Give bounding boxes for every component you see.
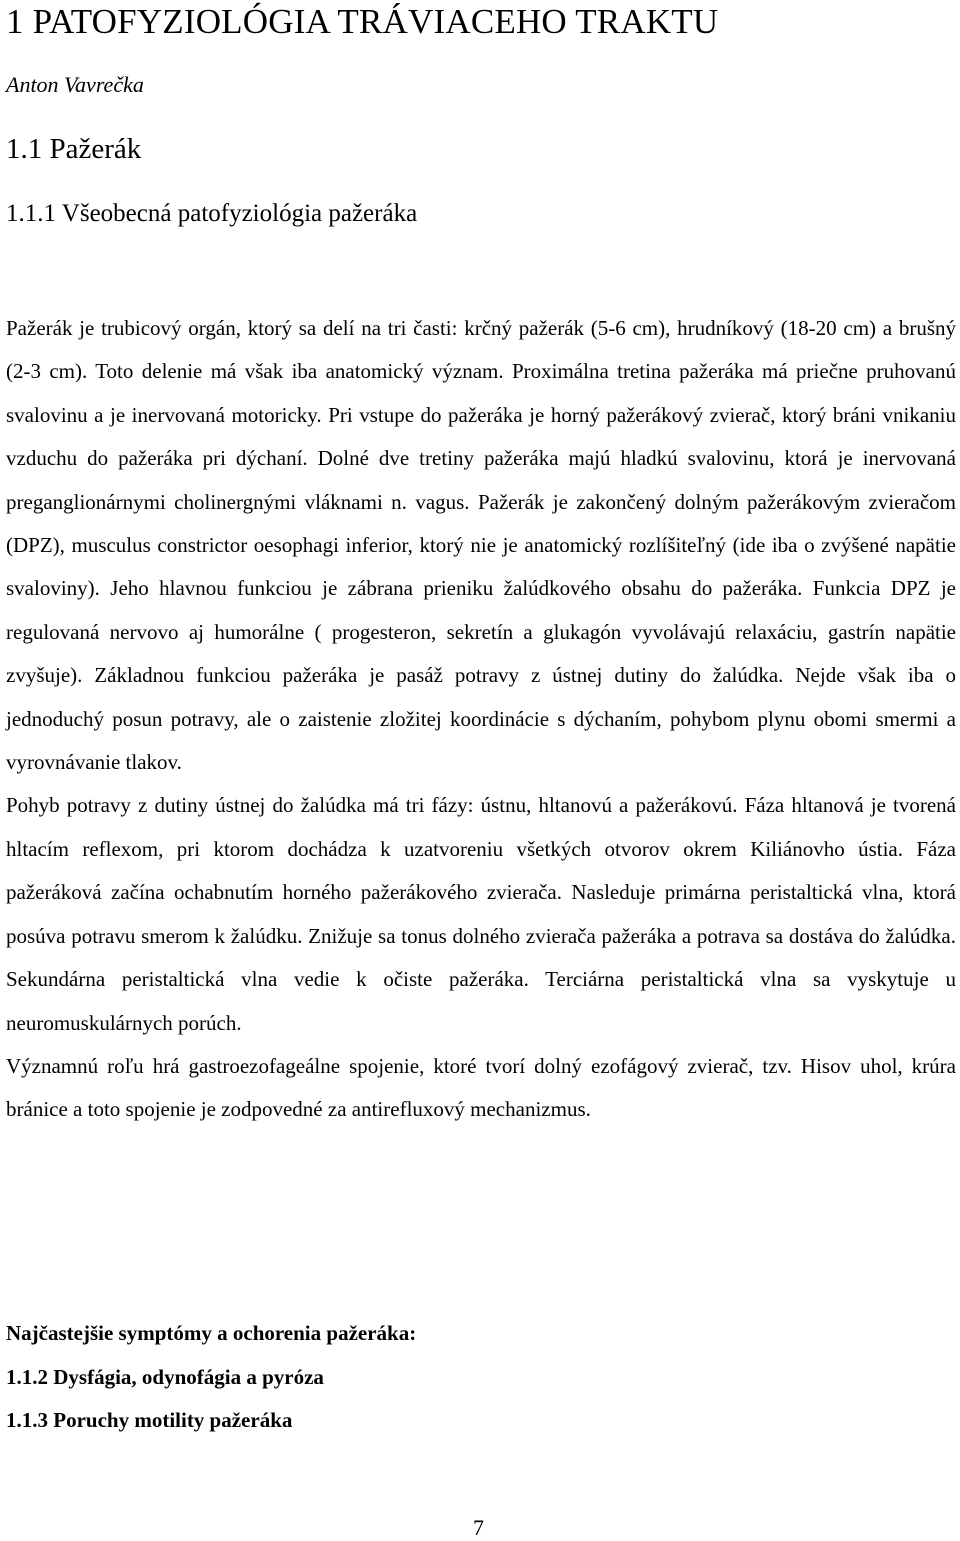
chapter-title: 1 PATOFYZIOLÓGIA TRÁVIACEHO TRAKTU [6, 2, 719, 41]
page-number: 7 [473, 1515, 484, 1540]
subsection-title: 1.1.1 Všeobecná patofyziológia pažeráka [6, 200, 418, 227]
author-name: Anton Vavrečka [6, 72, 144, 97]
paragraph: Pohyb potravy z dutiny ústnej do žalúdka má tri fázy: ústnu, hltanovú a pažerákovú. Fáza hltanová je tvorená hltacím reflexom, pri ktorom dochádza k uzatvoreniu všetkých otvorov okrem Kiliánovho ústia. Fáza pažeráková začína ochabnutím horného pažerákového zvierača. Nasleduje primárna peristaltická vlna, ktorá posúva potravu smerom k žalúdku. Znižuje sa tonus dolného zvierača pažeráka a potrava sa dostáva do žalúdka. Sekundárna peristaltická vlna vedie k očiste pažeráka. Terciárna peristaltická vlna sa vyskytuje u neuromuskulárnych porúch. [6, 793, 956, 1035]
subsection-heading-dysphagia: 1.1.2 Dysfágia, odynofágia a pyróza [6, 1364, 324, 1389]
paragraph: Významnú roľu hrá gastroezofageálne spojenie, ktoré tvorí dolný ezofágový zvierač, tzv. Hisov uhol, krúra bránice a toto spojenie je zodpovedné za antirefluxový mechanizmus. [6, 1053, 956, 1122]
symptoms-heading: Najčastejšie symptómy a ochorenia pažeráka: [6, 1321, 417, 1345]
body-text [6, 307, 956, 1132]
paragraph: Pažerák je trubicový orgán, ktorý sa delí na tri časti: krčný pažerák (5-6 cm), hrudníkový (18-20 cm) a brušný (2-3 cm). Toto delenie má však iba anatomický význam. Proximálna tretina pažeráka má priečne pruhovanú svalovinu a je inervovaná motoricky. Pri vstupe do pažeráka je horný pažerákový zvierač, ktorý bráni vnikaniu vzduchu do pažeráka pri dýchaní. Dolné dve tretiny pažeráka majú hladkú svalovinu, ktorá je inervovaná preganglionárnymi cholinergnými vláknami n. vagus. Pažerák je zakončený dolným pažerákovým zvieračom (DPZ), musculus constrictor oesophagi inferior, ktorý nie je anatomický rozlíšiteľný (ide iba o zvýšené napätie svaloviny). Jeho hlavnou funkciou je zábrana prieniku žalúdkového obsahu do pažeráka. Funkcia DPZ je regulovaná nervovo aj humorálne ( progesteron, sekretín a glukagón vyvolávajú relaxáciu, gastrín napätie zvyšuje). Základnou funkciou pažeráka je pasáž potravy z ústnej dutiny do žalúdka. Nejde však iba o jednoduchý posun potravy, ale o zaistenie zložitej koordinácie s dýchaním, pohybom plynu obomi smermi a vyrovnávanie tlakov. [6, 316, 956, 775]
subsection-heading-motility: 1.1.3 Poruchy motility pažeráka [6, 1408, 293, 1432]
section-title: 1.1 Pažerák [6, 133, 142, 165]
symptoms-section [6, 1312, 416, 1443]
